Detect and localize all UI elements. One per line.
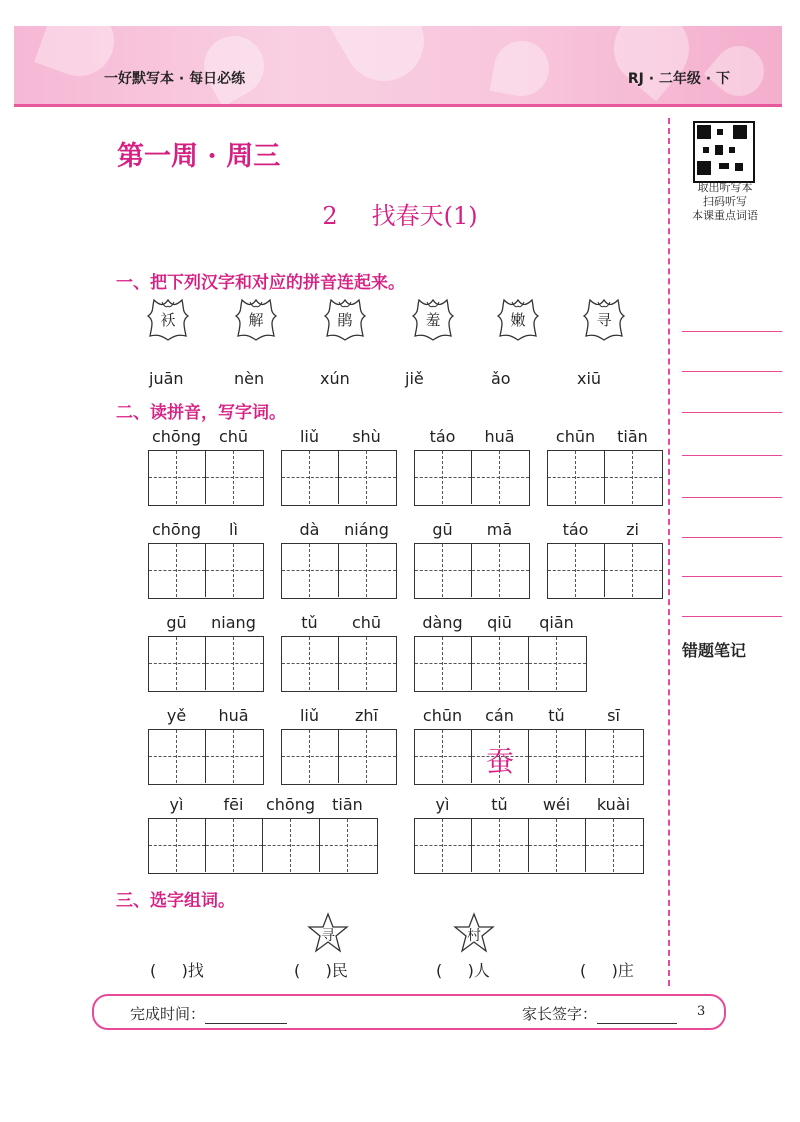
guide-line-horizontal — [472, 570, 529, 571]
writing-grid — [281, 729, 397, 785]
writing-cell[interactable] — [149, 451, 206, 504]
writing-cell[interactable] — [339, 637, 396, 690]
pinyin-label: yě — [166, 706, 187, 725]
pinyin-label: chōng — [151, 427, 202, 446]
writing-grid — [281, 543, 397, 599]
guide-line-horizontal — [415, 756, 471, 757]
guide-line-horizontal — [415, 845, 471, 846]
option-character: 寻 — [321, 928, 335, 944]
pinyin-label: dà — [299, 520, 320, 539]
pinyin-label: chū — [351, 613, 382, 632]
writing-cell[interactable] — [339, 544, 396, 597]
writing-grid — [148, 450, 264, 506]
pinyin-label: niáng — [344, 520, 389, 539]
note-line[interactable] — [682, 455, 782, 456]
character-flower[interactable] — [142, 296, 194, 342]
writing-cell[interactable] — [415, 819, 472, 872]
pinyin-label: yì — [435, 795, 450, 814]
writing-grid — [414, 636, 587, 692]
note-line[interactable] — [682, 371, 782, 372]
guide-line-horizontal — [206, 477, 263, 478]
guide-line-horizontal — [415, 477, 471, 478]
completion-time-label: 完成时间： — [130, 1005, 206, 1023]
written-character: 蚕 — [485, 745, 514, 778]
guide-line-horizontal — [149, 756, 205, 757]
pinyin-option[interactable]: xún — [320, 369, 350, 388]
pinyin-label: shù — [352, 427, 381, 446]
note-line[interactable] — [682, 576, 782, 577]
pinyin-label: cán — [485, 706, 514, 725]
mistake-notes-title: 错题笔记 — [682, 641, 747, 660]
pinyin-label: liǔ — [299, 427, 320, 446]
flower-character: 鹃 — [337, 311, 353, 329]
writing-cell[interactable] — [586, 730, 643, 783]
parent-signature — [522, 1003, 677, 1024]
pinyin-label: fēi — [223, 795, 244, 814]
pinyin-label: yì — [169, 795, 184, 814]
writing-grid — [414, 543, 530, 599]
flower-character: 袄 — [160, 311, 176, 329]
option-star — [306, 912, 350, 954]
guide-line-horizontal — [529, 663, 586, 664]
pinyin-label: gū — [166, 613, 187, 632]
qr-caption-3: 本课重点词语 — [692, 209, 758, 222]
pinyin-label: chōng — [151, 520, 202, 539]
writing-cell[interactable] — [206, 730, 263, 783]
writing-cell[interactable] — [415, 451, 472, 504]
writing-cell[interactable] — [282, 544, 339, 597]
guide-line-horizontal — [586, 756, 643, 757]
writing-cell[interactable] — [339, 730, 396, 783]
fill-blank[interactable]: ( )找 — [150, 961, 204, 980]
note-line[interactable] — [682, 537, 782, 538]
guide-line-horizontal — [605, 570, 662, 571]
pinyin-label: qiū — [487, 613, 512, 632]
writing-cell[interactable] — [472, 451, 529, 504]
qr-code[interactable] — [693, 121, 755, 183]
note-line[interactable] — [682, 331, 782, 332]
pinyin-label: huā — [484, 427, 515, 446]
writing-cell[interactable] — [472, 637, 529, 690]
character-flower[interactable] — [578, 296, 630, 342]
pinyin-label: chū — [218, 427, 249, 446]
guide-line-horizontal — [206, 663, 263, 664]
pinyin-label: qiān — [539, 613, 574, 632]
writing-grid — [547, 543, 663, 599]
note-line[interactable] — [682, 497, 782, 498]
pinyin-option[interactable]: nèn — [234, 369, 265, 388]
page-number: 3 — [697, 1004, 706, 1019]
writing-cell[interactable] — [586, 819, 643, 872]
writing-cell[interactable] — [282, 637, 339, 690]
guide-line-horizontal — [472, 477, 529, 478]
option-character: 村 — [467, 928, 481, 944]
guide-line-horizontal — [548, 477, 604, 478]
pinyin-option[interactable]: jiě — [405, 369, 424, 388]
guide-line-horizontal — [282, 663, 338, 664]
footer-bar — [92, 994, 726, 1030]
fill-blank[interactable]: ( )民 — [294, 961, 348, 980]
pinyin-label: tǔ — [301, 613, 318, 632]
pinyin-label: tiān — [617, 427, 648, 446]
note-line[interactable] — [682, 616, 782, 617]
pinyin-label: huā — [218, 706, 249, 725]
guide-line-horizontal — [339, 570, 396, 571]
writing-cell[interactable] — [149, 544, 206, 597]
pinyin-label: chūn — [555, 427, 596, 446]
pinyin-label: lì — [229, 520, 238, 539]
completion-time-field[interactable] — [205, 1009, 287, 1024]
pinyin-label: tǔ — [548, 706, 565, 725]
section-1-title: 一、把下列汉字和对应的拼音连起来。 — [116, 273, 405, 293]
writing-cell[interactable] — [339, 451, 396, 504]
writing-cell[interactable] — [206, 637, 263, 690]
series-title: 一好默写本 · 每日必练 — [104, 71, 246, 87]
guide-line-horizontal — [263, 845, 319, 846]
note-line[interactable] — [682, 412, 782, 413]
writing-cell[interactable] — [149, 730, 206, 783]
writing-grid — [148, 636, 264, 692]
guide-line-horizontal — [415, 570, 471, 571]
pinyin-option[interactable]: juān — [149, 369, 184, 388]
guide-line-horizontal — [320, 845, 377, 846]
fill-blank[interactable]: ( )人 — [436, 961, 490, 980]
writing-cell[interactable] — [206, 819, 263, 872]
writing-cell[interactable] — [472, 544, 529, 597]
character-flower[interactable] — [230, 296, 282, 342]
writing-cell[interactable] — [605, 544, 662, 597]
option-star — [452, 912, 496, 954]
guide-line-horizontal — [605, 477, 662, 478]
pinyin-label: wéi — [542, 795, 571, 814]
pinyin-option[interactable]: ǎo — [491, 369, 511, 388]
character-flower[interactable] — [492, 296, 544, 342]
qr-caption-1: 取出听写本 — [697, 181, 753, 194]
section-2-title: 二、读拼音，写字词。 — [116, 403, 286, 423]
pinyin-label: sī — [607, 706, 620, 725]
writing-grid — [281, 636, 397, 692]
pinyin-label: kuài — [596, 795, 631, 814]
writing-cell[interactable] — [605, 451, 662, 504]
writing-cell[interactable] — [415, 730, 472, 783]
pinyin-label: liǔ — [299, 706, 320, 725]
pinyin-label: chōng — [265, 795, 316, 814]
guide-line-horizontal — [282, 477, 338, 478]
writing-grid — [281, 450, 397, 506]
writing-cell[interactable] — [548, 544, 605, 597]
pinyin-label: dàng — [422, 613, 463, 632]
character-flower[interactable] — [407, 296, 459, 342]
pinyin-label: niang — [211, 613, 256, 632]
character-flower[interactable] — [319, 296, 371, 342]
guide-line-horizontal — [149, 663, 205, 664]
section-3-title: 三、选字组词。 — [116, 891, 235, 911]
pinyin-label: gū — [432, 520, 453, 539]
writing-cell[interactable] — [206, 451, 263, 504]
guide-line-horizontal — [149, 477, 205, 478]
parent-signature-field[interactable] — [597, 1009, 677, 1024]
qr-caption-2: 扫码听写 — [703, 195, 747, 208]
flower-character: 解 — [248, 311, 264, 329]
lesson-number: 2 — [322, 202, 338, 230]
writing-cell[interactable] — [282, 451, 339, 504]
writing-cell[interactable] — [529, 819, 586, 872]
column-divider — [668, 118, 670, 986]
writing-grid — [148, 543, 264, 599]
writing-cell[interactable] — [206, 544, 263, 597]
guide-line-horizontal — [339, 756, 396, 757]
guide-line-horizontal — [472, 845, 528, 846]
pinyin-label: chūn — [422, 706, 463, 725]
guide-line-horizontal — [206, 845, 262, 846]
guide-line-horizontal — [529, 756, 585, 757]
guide-line-horizontal — [149, 845, 205, 846]
guide-line-horizontal — [586, 845, 643, 846]
writing-grid — [414, 450, 530, 506]
writing-cell[interactable] — [529, 730, 586, 783]
header-banner — [14, 26, 782, 107]
flower-character: 嫩 — [510, 311, 526, 329]
fill-blank[interactable]: ( )庄 — [580, 961, 634, 980]
grade-label: RJ · 二年级 · 下 — [627, 71, 730, 87]
guide-line-horizontal — [206, 756, 263, 757]
pinyin-option[interactable]: xiū — [577, 369, 602, 388]
guide-line-horizontal — [339, 663, 396, 664]
pinyin-label: mā — [486, 520, 513, 539]
parent-signature-label: 家长签字： — [522, 1005, 598, 1023]
writing-cell[interactable] — [320, 819, 377, 872]
pinyin-label: zi — [626, 520, 639, 539]
guide-line-horizontal — [548, 570, 604, 571]
writing-cell[interactable] — [548, 451, 605, 504]
writing-cell[interactable] — [472, 730, 529, 783]
pinyin-label: tiān — [332, 795, 363, 814]
writing-cell[interactable] — [415, 544, 472, 597]
writing-cell[interactable] — [149, 819, 206, 872]
flower-character: 寻 — [596, 311, 612, 329]
guide-line-horizontal — [149, 570, 205, 571]
completion-time — [130, 1003, 287, 1024]
writing-grid — [148, 729, 264, 785]
guide-line-horizontal — [282, 756, 338, 757]
week-title: 第一周 · 周三 — [117, 141, 281, 172]
guide-line-horizontal — [472, 663, 528, 664]
writing-grid — [547, 450, 663, 506]
lesson-name: 找春天(1) — [371, 202, 478, 230]
writing-cell[interactable] — [282, 730, 339, 783]
guide-line-horizontal — [282, 570, 338, 571]
writing-cell[interactable] — [529, 637, 586, 690]
guide-line-horizontal — [339, 477, 396, 478]
writing-grid — [414, 818, 644, 874]
writing-cell[interactable] — [415, 637, 472, 690]
writing-grid — [414, 729, 644, 785]
writing-cell[interactable] — [472, 819, 529, 872]
writing-cell[interactable] — [149, 637, 206, 690]
guide-line-horizontal — [529, 845, 585, 846]
guide-line-horizontal — [415, 663, 471, 664]
writing-grid — [148, 818, 378, 874]
writing-cell[interactable] — [263, 819, 320, 872]
flower-character: 羞 — [425, 311, 441, 329]
pinyin-label: zhī — [355, 706, 378, 725]
guide-line-horizontal — [206, 570, 263, 571]
pinyin-label: táo — [429, 427, 456, 446]
pinyin-label: tǔ — [491, 795, 508, 814]
lesson-title — [0, 196, 800, 231]
pinyin-label: táo — [562, 520, 589, 539]
